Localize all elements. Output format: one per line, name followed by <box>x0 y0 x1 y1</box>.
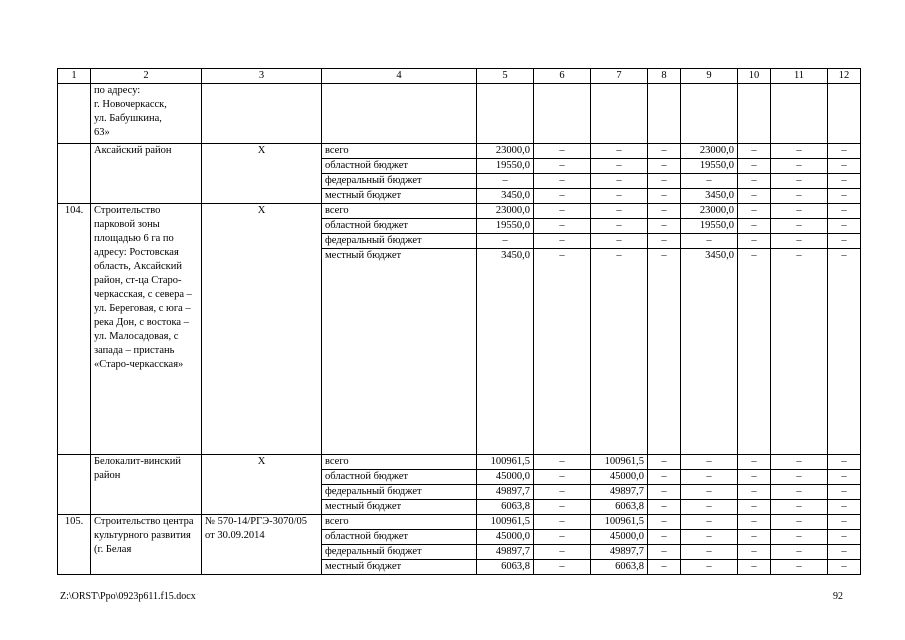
footer-file-path: Z:\ORST\Ppo\0923p611.f15.docx <box>60 591 196 602</box>
group-belokalitva-district <box>58 455 861 515</box>
column-number: 4 <box>322 69 477 84</box>
funding-type: всего <box>322 455 477 470</box>
document-ref: № 570-14/РГЭ-3070/05 от 30.09.2014 <box>202 515 322 575</box>
amount-cell: – <box>828 174 861 189</box>
amount-cell: – <box>681 560 738 575</box>
amount-cell: – <box>591 144 648 159</box>
amount-cell: – <box>771 560 828 575</box>
amount-cell: – <box>648 530 681 545</box>
object-name: Строительство парковой зоны площадью 6 га по адресу: Ростовская область, Аксайский район, ст-ца Старо-черкасская, с севера – ул. Береговая, с юга – река Дон, с востока – ул. Малосадовая, с запада – пристань «Старо-черкасская» <box>91 204 202 455</box>
amount-cell: – <box>738 189 771 204</box>
amount-cell: – <box>534 545 591 560</box>
amount-cell: – <box>738 500 771 515</box>
amount-cell: – <box>738 204 771 219</box>
group-item-104 <box>58 204 861 455</box>
item-number: 105. <box>58 515 91 575</box>
column-number: 11 <box>771 69 828 84</box>
amount-cell: – <box>738 455 771 470</box>
amount-cell: 45000,0 <box>591 530 648 545</box>
amount-cell: – <box>738 485 771 500</box>
amount-cell: – <box>828 545 861 560</box>
column-number: 8 <box>648 69 681 84</box>
amount-cell: – <box>648 249 681 455</box>
amount-cell: – <box>534 159 591 174</box>
amount-cell: – <box>828 159 861 174</box>
amount-cell: – <box>828 515 861 530</box>
object-name-continuation: по адресу: г. Новочеркасск, ул. Бабушкина, 63» <box>91 84 202 144</box>
amount-cell: – <box>648 219 681 234</box>
amount-cell: – <box>771 455 828 470</box>
amount-cell: – <box>648 204 681 219</box>
column-number: 7 <box>591 69 648 84</box>
amount-cell: – <box>534 219 591 234</box>
table-row <box>58 515 861 530</box>
amount-cell: – <box>534 204 591 219</box>
amount-cell: – <box>738 249 771 455</box>
funding-type: областной бюджет <box>322 530 477 545</box>
amount-cell: – <box>681 485 738 500</box>
amount-cell: 6063,8 <box>477 560 534 575</box>
amount-cell: 3450,0 <box>477 249 534 455</box>
amount-cell: – <box>828 455 861 470</box>
amount-cell: – <box>591 204 648 219</box>
object-name: Белокалит-винский район <box>91 455 202 515</box>
funding-type: федеральный бюджет <box>322 234 477 249</box>
amount-cell: 100961,5 <box>591 515 648 530</box>
amount-cell: – <box>771 144 828 159</box>
amount-cell: 6063,8 <box>477 500 534 515</box>
amount-cell: – <box>534 189 591 204</box>
amount-cell: – <box>771 159 828 174</box>
amount-cell: – <box>738 144 771 159</box>
funding-type: федеральный бюджет <box>322 174 477 189</box>
amount-cell: – <box>681 500 738 515</box>
amount-cell: 6063,8 <box>591 560 648 575</box>
table-row <box>58 455 861 470</box>
amount-cell: – <box>738 219 771 234</box>
amount-cell: – <box>681 455 738 470</box>
amount-cell: – <box>534 485 591 500</box>
amount-cell: 3450,0 <box>681 249 738 455</box>
amount-cell: – <box>738 560 771 575</box>
amount-cell: – <box>828 530 861 545</box>
amount-cell: – <box>771 249 828 455</box>
funding-type: областной бюджет <box>322 219 477 234</box>
amount-cell: – <box>648 545 681 560</box>
amount-cell: – <box>771 219 828 234</box>
amount-cell: – <box>648 144 681 159</box>
amount-cell: 49897,7 <box>591 545 648 560</box>
funding-type: областной бюджет <box>322 470 477 485</box>
amount-cell: – <box>828 485 861 500</box>
group-aksai-district <box>58 144 861 204</box>
amount-cell: 100961,5 <box>477 515 534 530</box>
amount-cell: – <box>828 560 861 575</box>
amount-cell: – <box>534 500 591 515</box>
amount-cell: – <box>828 470 861 485</box>
amount-cell: 23000,0 <box>477 204 534 219</box>
amount-cell: – <box>681 515 738 530</box>
amount-cell: – <box>681 470 738 485</box>
amount-cell: – <box>738 545 771 560</box>
object-name: Строительство центра культурного развития (г. Белая <box>91 515 202 575</box>
table-row <box>58 84 861 144</box>
funding-type: всего <box>322 204 477 219</box>
amount-cell: 23000,0 <box>681 204 738 219</box>
amount-cell: 45000,0 <box>477 530 534 545</box>
amount-cell: – <box>738 515 771 530</box>
column-number: 2 <box>91 69 202 84</box>
amount-cell: – <box>648 500 681 515</box>
amount-cell: – <box>648 455 681 470</box>
document-ref: Х <box>202 144 322 204</box>
column-number: 10 <box>738 69 771 84</box>
amount-cell: – <box>771 545 828 560</box>
amount-cell: – <box>771 470 828 485</box>
amount-cell: 19550,0 <box>477 159 534 174</box>
amount-cell: – <box>828 500 861 515</box>
amount-cell: – <box>828 234 861 249</box>
amount-cell: – <box>738 159 771 174</box>
funding-type: всего <box>322 515 477 530</box>
amount-cell: – <box>828 144 861 159</box>
funding-type: федеральный бюджет <box>322 485 477 500</box>
amount-cell: – <box>771 204 828 219</box>
amount-cell: – <box>828 204 861 219</box>
column-number-row <box>58 69 861 84</box>
item-number <box>58 455 91 515</box>
table-row <box>58 204 861 219</box>
amount-cell: – <box>771 530 828 545</box>
amount-cell: – <box>648 485 681 500</box>
amount-cell: – <box>828 219 861 234</box>
column-number: 3 <box>202 69 322 84</box>
amount-cell: 49897,7 <box>477 485 534 500</box>
footer-page-number: 92 <box>833 591 843 602</box>
amount-cell: – <box>591 174 648 189</box>
funding-type: местный бюджет <box>322 500 477 515</box>
column-number: 9 <box>681 69 738 84</box>
amount-cell: – <box>648 174 681 189</box>
object-name: Аксайский район <box>91 144 202 204</box>
column-number: 12 <box>828 69 861 84</box>
amount-cell: – <box>534 174 591 189</box>
amount-cell: 100961,5 <box>591 455 648 470</box>
funding-type: федеральный бюджет <box>322 545 477 560</box>
amount-cell: – <box>648 159 681 174</box>
item-number: 104. <box>58 204 91 455</box>
column-number: 5 <box>477 69 534 84</box>
amount-cell: – <box>738 234 771 249</box>
amount-cell: – <box>534 560 591 575</box>
amount-cell: – <box>771 189 828 204</box>
funding-type: областной бюджет <box>322 159 477 174</box>
amount-cell: – <box>771 515 828 530</box>
amount-cell: – <box>738 530 771 545</box>
amount-cell: – <box>771 485 828 500</box>
amount-cell: – <box>534 144 591 159</box>
group-item-105 <box>58 515 861 575</box>
amount-cell: – <box>738 470 771 485</box>
amount-cell: 45000,0 <box>591 470 648 485</box>
amount-cell: – <box>681 545 738 560</box>
amount-cell: – <box>591 219 648 234</box>
document-ref: Х <box>202 455 322 515</box>
amount-cell: – <box>648 515 681 530</box>
amount-cell: – <box>828 189 861 204</box>
amount-cell: – <box>534 234 591 249</box>
column-number: 1 <box>58 69 91 84</box>
amount-cell: – <box>477 174 534 189</box>
table-row <box>58 144 861 159</box>
amount-cell: 49897,7 <box>477 545 534 560</box>
funding-type: местный бюджет <box>322 189 477 204</box>
amount-cell: – <box>591 189 648 204</box>
amount-cell: – <box>648 560 681 575</box>
column-number: 6 <box>534 69 591 84</box>
amount-cell: 23000,0 <box>477 144 534 159</box>
amount-cell: – <box>648 470 681 485</box>
amount-cell: 3450,0 <box>477 189 534 204</box>
amount-cell: 45000,0 <box>477 470 534 485</box>
amount-cell: – <box>681 174 738 189</box>
amount-cell: – <box>771 174 828 189</box>
amount-cell: – <box>477 234 534 249</box>
amount-cell: 3450,0 <box>681 189 738 204</box>
amount-cell: 23000,0 <box>681 144 738 159</box>
funding-type: всего <box>322 144 477 159</box>
amount-cell: 100961,5 <box>477 455 534 470</box>
amount-cell: – <box>591 159 648 174</box>
amount-cell: – <box>681 530 738 545</box>
amount-cell: – <box>648 234 681 249</box>
amount-cell: – <box>771 500 828 515</box>
amount-cell: 6063,8 <box>591 500 648 515</box>
document-ref: Х <box>202 204 322 455</box>
amount-cell: – <box>534 455 591 470</box>
item-number <box>58 144 91 204</box>
amount-cell: 19550,0 <box>477 219 534 234</box>
amount-cell: 19550,0 <box>681 159 738 174</box>
funding-type: местный бюджет <box>322 560 477 575</box>
amount-cell: – <box>591 234 648 249</box>
amount-cell: – <box>534 515 591 530</box>
amount-cell: – <box>681 234 738 249</box>
amount-cell: – <box>591 249 648 455</box>
amount-cell: – <box>648 189 681 204</box>
amount-cell: 19550,0 <box>681 219 738 234</box>
amount-cell: – <box>771 234 828 249</box>
funding-type: местный бюджет <box>322 249 477 455</box>
budget-table <box>57 68 861 575</box>
amount-cell: – <box>738 174 771 189</box>
amount-cell: – <box>534 470 591 485</box>
amount-cell: – <box>534 530 591 545</box>
amount-cell: – <box>534 249 591 455</box>
amount-cell: – <box>828 249 861 455</box>
amount-cell: 49897,7 <box>591 485 648 500</box>
